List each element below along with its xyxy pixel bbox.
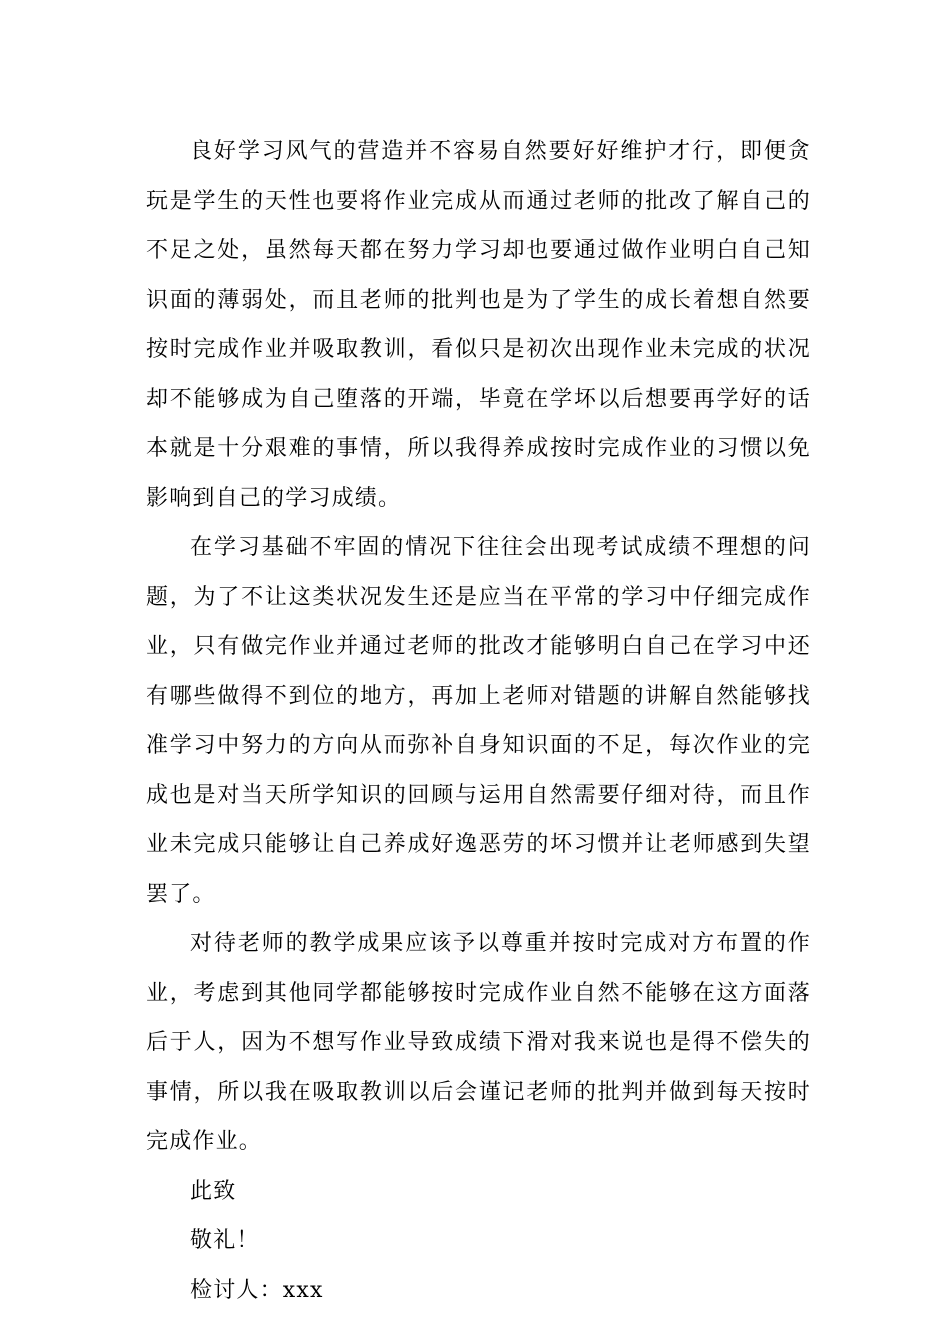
closing-regards: 敬礼！	[190, 1228, 260, 1253]
body-paragraph-1: 良好学习风气的营造并不容易自然要好好维护才行，即便贪玩是学生的天性也要将作业完成从而通过老师的批改了解自己的不足之处，虽然每天都在努力学习却也要通过做作业明白自己知识面的薄弱处，而且老师的批判也是为了学生的成长着想自然要按时完成作业并吸取教训，看似只是初次出现作业未完成的状况却不能够成为自己堕落的开端，毕竟在学坏以后想要再学好的话本就是十分艰难的事情，所以我得养成按时完成作业的习惯以免影响到自己的学习成绩。	[146, 139, 811, 511]
document-body	[146, 127, 811, 1315]
closing-salutation: 此致	[190, 1178, 237, 1204]
signature-line: 检讨人：xxx	[190, 1277, 324, 1303]
body-paragraph-2: 在学习基础不牢固的情况下往往会出现考试成绩不理想的问题，为了不让这类状况发生还是应当在平常的学习中仔细完成作业，只有做完作业并通过老师的批改才能够明白自己在学习中还有哪些做得不到位的地方，再加上老师对错题的讲解自然能够找准学习中努力的方向从而弥补自身知识面的不足，每次作业的完成也是对当天所学知识的回顾与运用自然需要仔细对待，而且作业未完成只能够让自己养成好逸恶劳的坏习惯并让老师感到失望罢了。	[146, 535, 811, 907]
body-paragraph-3: 对待老师的教学成果应该予以尊重并按时完成对方布置的作业，考虑到其他同学都能够按时完成作业自然不能够在这方面落后于人，因为不想写作业导致成绩下滑对我来说也是得不偿失的事情，所以我在吸取教训以后会谨记老师的批判并做到每天按时完成作业。	[146, 931, 811, 1154]
